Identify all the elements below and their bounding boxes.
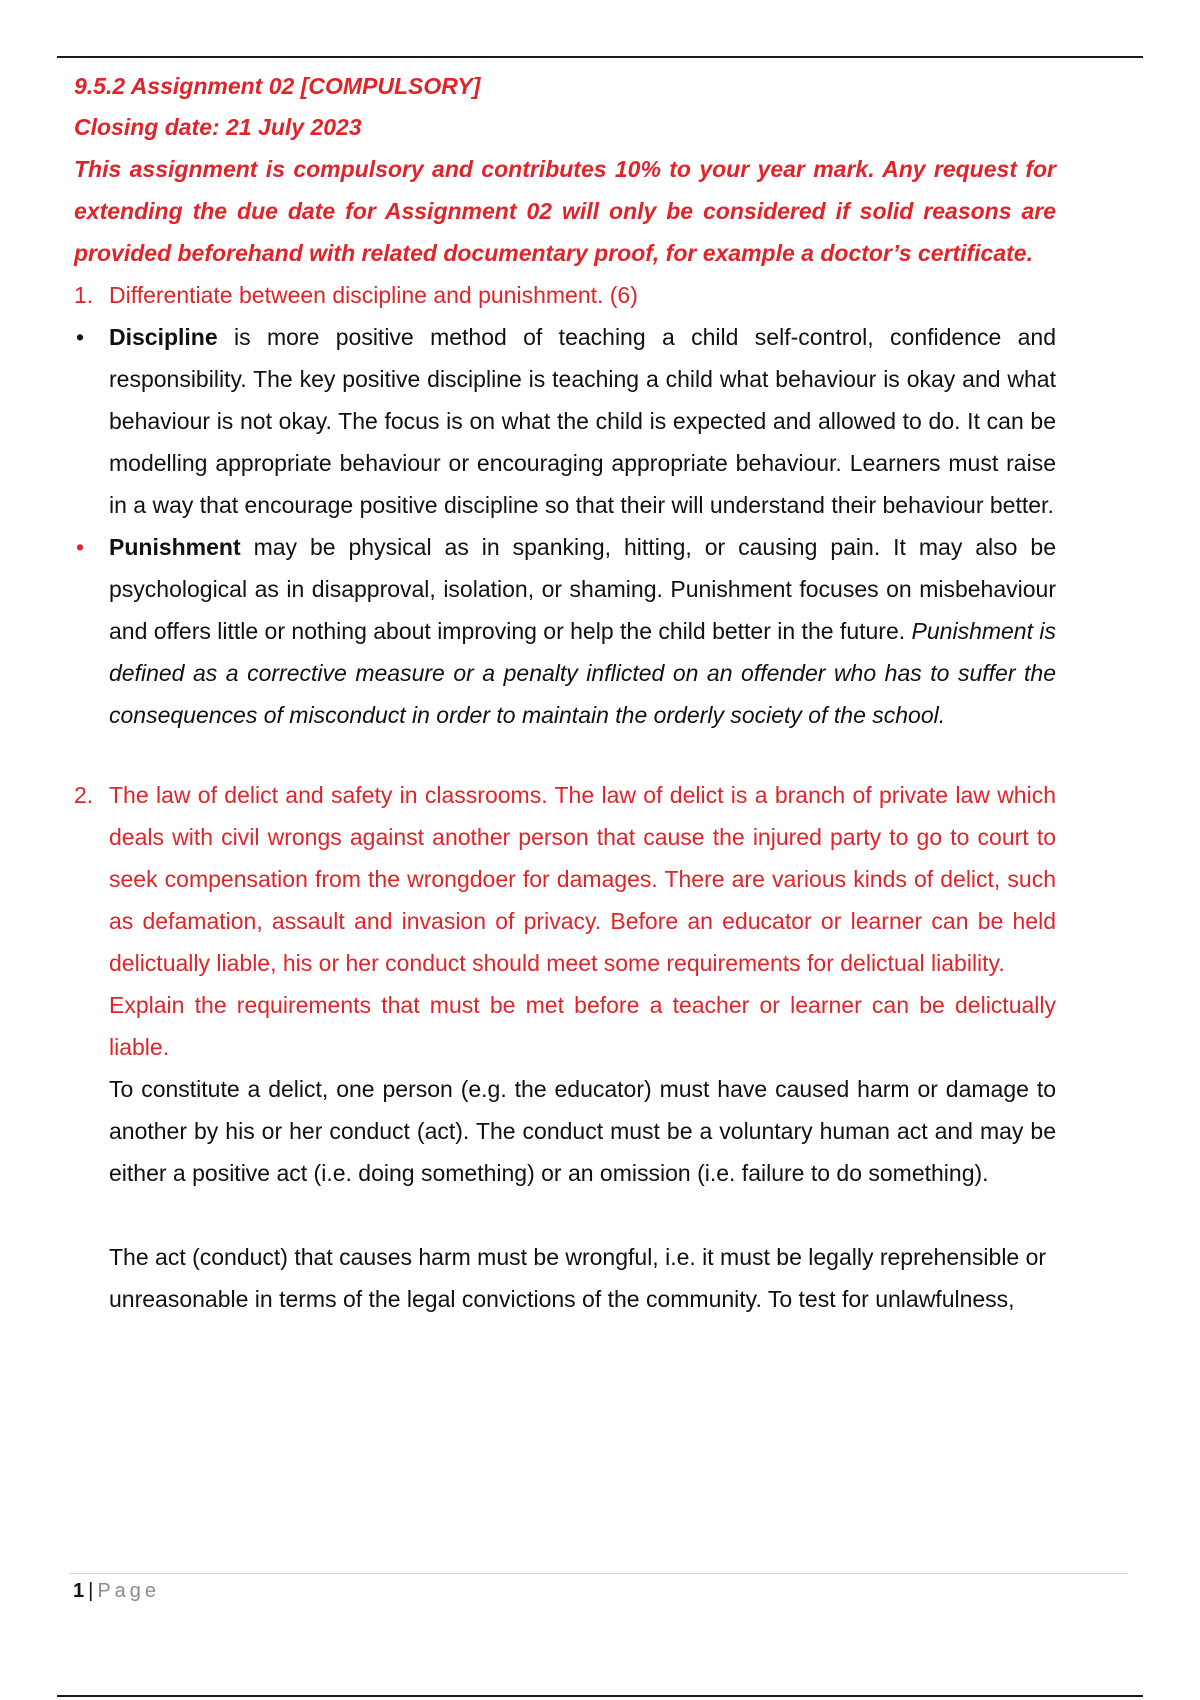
question-2 [74,774,1056,984]
page-number: 1 [73,1580,85,1602]
page-label: Page [97,1580,161,1602]
term-punishment: Punishment [109,534,241,560]
bullet-dot-icon: • [76,534,85,560]
document-body [74,66,1056,1320]
punishment-definition: may be physical as in spanking, hitting, or causing pain. It may also be psychological as in disapproval, isolation, or shaming. Punishment focuses on misbehaviour and offers little or nothing about improving or help the child better in the future. [109,534,1056,644]
question-2-prompt: Explain the requirements that must be met before a teacher or learner can be delictually liable. [109,992,1056,1060]
closing-date: Closing date: 21 July 2023 [74,114,362,140]
page-footer [73,1579,160,1603]
question-1-text: Differentiate between discipline and punishment. (6) [109,282,638,308]
question-2-text: The law of delict and safety in classrooms. The law of delict is a branch of private law which deals with civil wrongs against another person that cause the injured party to go to court to seek compensation from the wrongdoer for damages. There are various kinds of delict, such as defamation, assault and invasion of privacy. Before an educator or learner can be held delictually liable, his or her conduct should meet some requirements for delictual liability. [109,782,1056,976]
bottom-rule [57,1695,1143,1697]
footer-separator: | [88,1580,94,1602]
spacer [74,736,1056,774]
discipline-definition: is more positive method of teaching a child self-control, confidence and responsibility. The key positive discipline is teaching a child what behaviour is okay and what behaviour is not okay. The focus is on what the child is expected and allowed to do. It can be modelling appropriate behaviour or encouraging appropriate behaviour. Learners must raise in a way that encourage positive discipline so that their will understand their behaviour better. [109,324,1056,518]
answer-paragraph-1: To constitute a delict, one person (e.g. the educator) must have caused harm or damage to another by his or her conduct (act). The conduct must be a voluntary human act and may be either a positive act (i.e. doing something) or an omission (i.e. failure to do something). [109,1076,1056,1186]
term-discipline: Discipline [109,324,218,350]
assignment-notice: This assignment is compulsory and contributes 10% to your year mark. Any request for extending the due date for Assignment 02 will only be considered if solid reasons are provided beforehand with related documentary proof, for example a doctor’s certificate. [74,156,1056,266]
bullet-punishment [74,526,1056,736]
answer-paragraph-2: The act (conduct) that causes harm must be wrongful, i.e. it must be legally reprehensible or unreasonable in terms of the legal convictions of the community. To test for unlawfulness, [109,1244,1047,1312]
assignment-title: 9.5.2 Assignment 02 [COMPULSORY] [74,73,481,99]
bullet-discipline [74,316,1056,526]
top-rule [57,56,1143,58]
punishment-italic-definition: Punishment is defined as a corrective measure or a penalty inflicted on an offender who has to suffer the consequences of misconduct in order to maintain the orderly society of the school. [109,618,1056,728]
footer-divider [70,1573,1128,1574]
spacer [74,1194,1056,1236]
question-1-number: 1. [74,282,94,308]
question-1 [74,274,1056,316]
question-2-number: 2. [74,782,94,808]
bullet-dot-icon: • [76,324,85,350]
